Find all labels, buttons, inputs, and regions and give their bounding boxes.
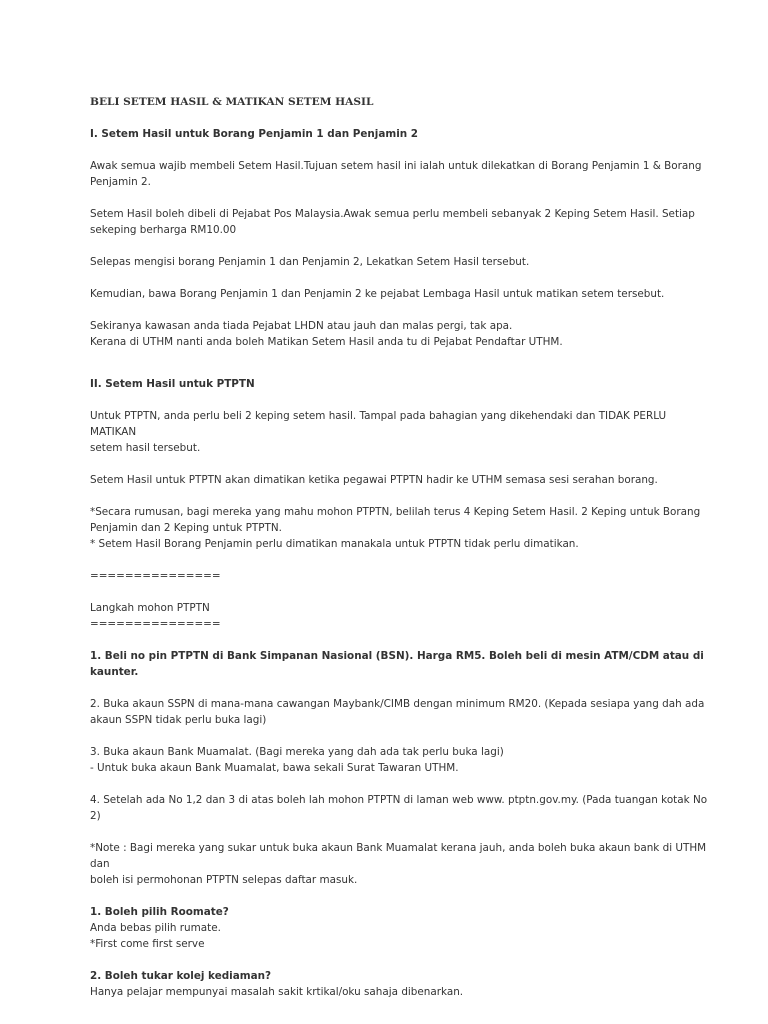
s2-p3-line-1: *Secara rumusan, bagi mereka yang mahu mohon PTPTN, belilah terus 4 Keping Setem Hasil. 2 Keping untuk Borang [90, 506, 701, 518]
divider-line-2: =============== [90, 618, 221, 630]
step-3 [90, 744, 708, 776]
s2-p1-line-2: setem hasil tersebut. [90, 442, 201, 454]
s2-p3-line-3: * Setem Hasil Borang Penjamin perlu dimatikan manakala untuk PTPTN tidak perlu dimatikan. [90, 538, 579, 550]
faq-1-question: 1. Boleh pilih Roomate? [90, 906, 229, 918]
faq-1-answer-line-2: *First come first serve [90, 938, 205, 950]
s1-p2-line-1: Setem Hasil boleh dibeli di Pejabat Pos Malaysia.Awak semua perlu membeli sebanyak 2 Keping Setem Hasil. Setiap [90, 208, 695, 220]
section-2-heading: II. Setem Hasil untuk PTPTN [90, 378, 255, 390]
step-2 [90, 696, 708, 728]
step-2-line-1: 2. Buka akaun SSPN di mana-mana cawangan Maybank/CIMB dengan minimum RM20. (Kepada sesiapa yang dah ada [90, 698, 705, 710]
faq-2-answer: Hanya pelajar mempunyai masalah sakit krtikal/oku sahaja dibenarkan. [90, 986, 464, 998]
note-line-2: boleh isi permohonan PTPTN selepas daftar masuk. [90, 874, 358, 886]
s2-paragraph-2: Setem Hasil untuk PTPTN akan dimatikan ketika pegawai PTPTN hadir ke UTHM semasa sesi serahan borang. [90, 474, 658, 486]
s1-p5-line-2: Kerana di UTHM nanti anda boleh Matikan Setem Hasil anda tu di Pejabat Pendaftar UTHM. [90, 336, 563, 348]
step-1-line-2: kaunter. [90, 666, 139, 678]
s1-paragraph-5 [90, 318, 708, 350]
step-3-line-2: - Untuk buka akaun Bank Muamalat, bawa sekali Surat Tawaran UTHM. [90, 762, 459, 774]
step-1-line-1: 1. Beli no pin PTPTN di Bank Simpanan Nasional (BSN). Harga RM5. Boleh beli di mesin ATM/CDM atau di [90, 650, 704, 662]
langkah-heading: Langkah mohon PTPTN [90, 602, 210, 614]
s1-p1-line-2: Penjamin 2. [90, 176, 151, 188]
note-line-1: *Note : Bagi mereka yang sukar untuk buka akaun Bank Muamalat kerana jauh, anda boleh buka akaun bank di UTHM dan [90, 842, 707, 870]
note [90, 840, 708, 888]
step-1 [90, 648, 708, 680]
s1-paragraph-3: Selepas mengisi borang Penjamin 1 dan Penjamin 2, Lekatkan Setem Hasil tersebut. [90, 256, 530, 268]
s1-paragraph-1 [90, 158, 708, 190]
s2-paragraph-1 [90, 408, 708, 456]
faq-1 [90, 904, 708, 952]
step-2-line-2: akaun SSPN tidak perlu buka lagi) [90, 714, 267, 726]
faq-2-question: 2. Boleh tukar kolej kediaman? [90, 970, 272, 982]
s1-paragraph-4: Kemudian, bawa Borang Penjamin 1 dan Penjamin 2 ke pejabat Lembaga Hasil untuk matikan setem tersebut. [90, 288, 665, 300]
s2-p3-line-2: Penjamin dan 2 Keping untuk PTPTN. [90, 522, 282, 534]
s1-p2-line-2: sekeping berharga RM10.00 [90, 224, 237, 236]
s1-paragraph-2 [90, 206, 708, 238]
section-1-heading: I. Setem Hasil untuk Borang Penjamin 1 dan Penjamin 2 [90, 128, 418, 140]
s1-p5-line-1: Sekiranya kawasan anda tiada Pejabat LHDN atau jauh dan malas pergi, tak apa. [90, 320, 513, 332]
step-3-line-1: 3. Buka akaun Bank Muamalat. (Bagi mereka yang dah ada tak perlu buka lagi) [90, 746, 504, 758]
s2-p1-line-1: Untuk PTPTN, anda perlu beli 2 keping setem hasil. Tampal pada bahagian yang dikehendaki dan TIDAK PERLU MATIKAN [90, 410, 667, 438]
s2-paragraph-3 [90, 504, 708, 552]
s1-p1-line-1: Awak semua wajib membeli Setem Hasil.Tujuan setem hasil ini ialah untuk dilekatkan di Borang Penjamin 1 & Borang [90, 160, 702, 172]
faq-1-answer-line-1: Anda bebas pilih rumate. [90, 922, 221, 934]
document-title: BELI SETEM HASIL & MATIKAN SETEM HASIL [90, 96, 374, 108]
faq-2 [90, 968, 708, 1000]
divider-line-1: =============== [90, 570, 221, 582]
step-4: 4. Setelah ada No 1,2 dan 3 di atas boleh lah mohon PTPTN di laman web www. ptptn.gov.my. (Pada tuangan kotak No 2) [90, 794, 708, 822]
